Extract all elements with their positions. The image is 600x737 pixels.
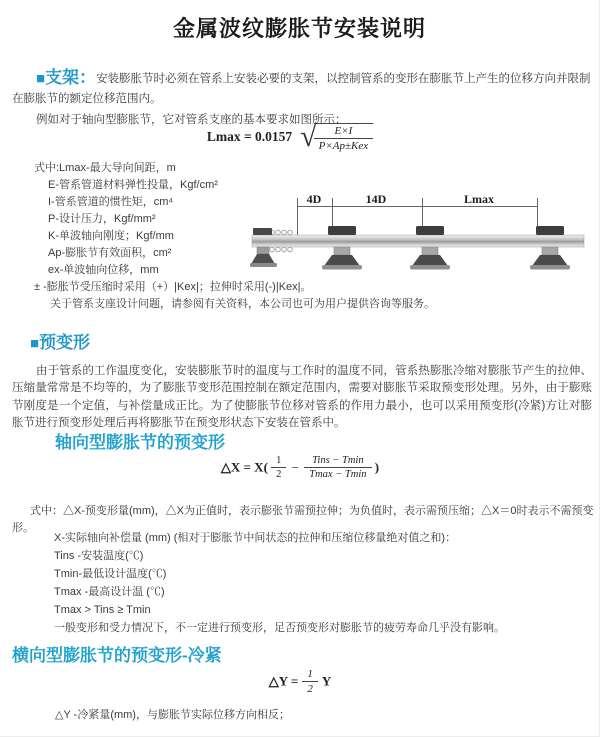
definition-line: I-管系管道的惯性矩，cm⁴ bbox=[48, 196, 174, 208]
formula-close-paren: ) bbox=[374, 459, 380, 475]
definition-line: P-设计压力，Kgf/mm² bbox=[48, 213, 156, 225]
support-section-heading: 支架： bbox=[45, 67, 97, 87]
dim-label-4d: 4D bbox=[306, 193, 322, 206]
predeform-section-heading: 预变形 bbox=[39, 333, 91, 352]
page-title: 金属波纹膨胀节安装说明 bbox=[172, 16, 426, 41]
formula-rhs: Y bbox=[321, 673, 332, 689]
definition-line: Tmin-最低设计温度(℃) bbox=[54, 568, 167, 580]
definition-line: Tins -安装温度(℃) bbox=[54, 550, 144, 562]
lateral-subtitle: 横向型膨胀节的预变形-冷紧 bbox=[12, 646, 222, 665]
support-example-line: 例如对于轴向型膨胀节，它对管系支座的基本要求如图所示： bbox=[36, 113, 347, 126]
definition-line: Ap-膨胀节有效面积，cm² bbox=[48, 247, 172, 259]
one-half-fraction: $\frac{1}{2}$ bbox=[271, 455, 286, 480]
lateral-formula-note: △Y -冷紧量(mm)，与膨胀节实际位移方向相反； bbox=[55, 709, 290, 721]
minus-sign: − bbox=[291, 459, 299, 475]
formula-lhs: Lmax = 0.0157 bbox=[206, 129, 293, 144]
definition-line: Tmax > Tins ≥ Tmin bbox=[54, 604, 151, 616]
dim-label-14d: 14D bbox=[365, 193, 387, 206]
dim-label-lmax: Lmax bbox=[464, 193, 494, 206]
definition-line: Tmax -最高设计温 (℃) bbox=[54, 586, 165, 598]
definition-line: 关于管系支座设计问题，请参阅有关资料，本公司也可为用户提供咨询等服务。 bbox=[50, 298, 435, 310]
predeform-section-header bbox=[30, 328, 90, 353]
definition-line: ± -膨胀节受压缩时采用（+）|Kex|；拉伸时采用(-)|Kex|。 bbox=[34, 281, 312, 293]
saddle-support bbox=[530, 226, 570, 270]
one-half-fraction: $\frac{1}{2}$ bbox=[302, 668, 318, 695]
temperature-fraction: $\frac{\text{Tins − Tmin}}{Tmax - Tmin}$ bbox=[304, 455, 371, 480]
support-intro-text: 安装膨胀节时必须在管系上安装必要的支架，以控制管系的变形在膨胀节上产生的位移方向并限制在膨胀节的额定位移范围内。 bbox=[12, 72, 591, 105]
lmax-formula bbox=[140, 122, 440, 152]
section-square-icon: ■ bbox=[36, 69, 46, 87]
section-square-icon: ■ bbox=[30, 335, 40, 352]
pipe bbox=[252, 235, 584, 247]
support-intro-paragraph bbox=[12, 68, 594, 109]
saddle-support bbox=[410, 226, 450, 270]
fraction-denominator: P×Ap±Kex bbox=[318, 139, 369, 152]
formula-lhs: △Y = bbox=[268, 673, 299, 689]
sqrt-sign: √ bbox=[300, 120, 317, 153]
axial-formula-note: 式中：△X-预变形量(mm)，△X为正值时，表示膨张节需预拉伸；为负值时，表示需预压缩；△X＝0时表示不需预变形。 bbox=[12, 505, 594, 534]
definition-line: ex-单波轴向位移，mm bbox=[48, 264, 159, 276]
axial-subtitle: 轴向型膨胀节的预变形 bbox=[55, 433, 225, 452]
axial-definitions bbox=[54, 529, 505, 637]
definition-line: 一般变形和受力情况下，不一定进行预变形，足否预变形对膨胀节的疲劳寿命几乎没有影响。 bbox=[54, 622, 505, 634]
definition-line: 式中:Lmax-最大导向间距，m bbox=[34, 162, 176, 174]
definition-line: X-实际轴向补偿量 (mm) (相对于膨胀节中间状态的拉伸和压缩位移量绝对值之和)： bbox=[54, 532, 457, 544]
saddle-support bbox=[322, 226, 362, 270]
predeform-body-paragraph: 由于管系的工作温度变化，安装膨胀节时的温度与工作时的温度不同，管系热膨胀冷缩对膨胀节产生的拉伸、压缩量常常是不均等的，为了膨胀节变形范围控制在额定范围内，需要对膨胀节采取预变形处理。另外，由于膨账节刚度是一个定值，与补偿量成正比。为了使膨胀节位移对管系的作用力最小，也可以采用预变形(冷紧)方让对膨胀节进行预变形处理后再将膨胀节在预变形状态下安装在管系中。 bbox=[12, 364, 592, 429]
lateral-formula bbox=[0, 668, 600, 695]
definition-line: K-单波轴向刚度；Kgf/mm bbox=[48, 230, 174, 242]
formula-fraction bbox=[314, 123, 374, 152]
axial-formula bbox=[0, 455, 600, 480]
definition-line: E-管系管道材料弹性投量，Kgf/cm² bbox=[48, 179, 218, 191]
fraction-numerator: E×I bbox=[314, 125, 374, 139]
pipe-support-diagram bbox=[250, 193, 598, 285]
formula-lhs: △X = X( bbox=[220, 459, 268, 475]
